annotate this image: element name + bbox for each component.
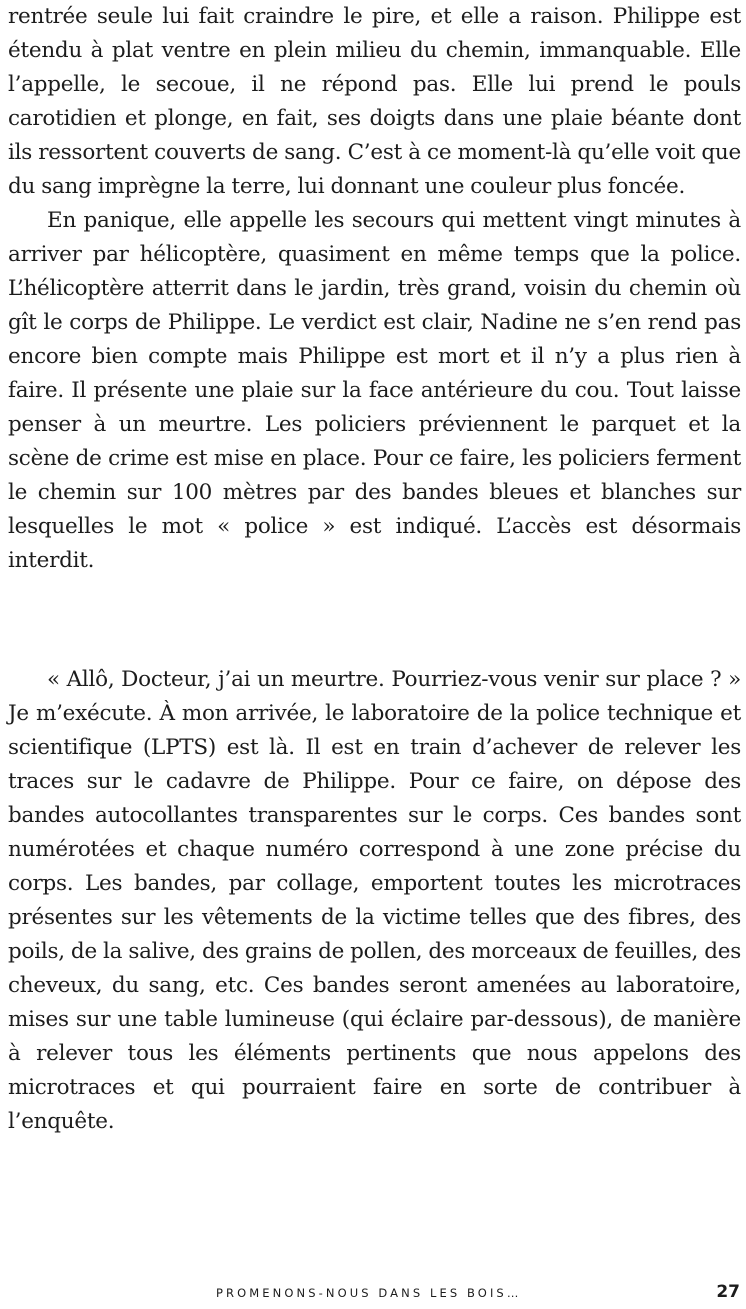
paragraph-dialogue: « Allô, Docteur, j’ai un meurtre. Pourriez-vous venir sur place ? » Je m’exécute. À mon arrivée, le laboratoire de la police technique et scientifique (LPTS) est là. Il est en train d’achever de relever les traces sur le cadavre de Philippe. Pour ce faire, on dépose des bandes autocollantes transparentes sur le corps. Ces bandes sont numérotées et chaque numéro correspond à une zone précise du corps. Les bandes, par collage, emportent toutes les microtraces présentes sur les vêtements de la victime telles que des fibres, des poils, de la salive, des grains de pollen, des morceaux de feuilles, des cheveux, du sang, etc. Ces bandes seront amenées au laboratoire, mises sur une table lumineuse (qui éclaire par-dessous), de manière à relever tous les éléments pertinents que nous appelons des microtraces et qui pourraient faire en sorte de contribuer à l’enquête. <box>8 667 741 1134</box>
paragraph-continued: rentrée seule lui fait craindre le pire, et elle a raison. Philippe est étendu à plat ventre en plein milieu du chemin, immanquable. Elle l’appelle, le secoue, il ne répond pas. Elle lui prend le pouls carotidien et plonge, en fait, ses doigts dans une plaie béante dont ils ressortent couverts de sang. C’est à ce moment-là qu’elle voit que du sang imprègne la terre, lui donnant une couleur plus foncée. <box>8 4 741 199</box>
page-number: 27 <box>716 1282 740 1302</box>
paragraph-indented: En panique, elle appelle les secours qui mettent vingt minutes à arriver par hélicoptère, quasiment en même temps que la police. L’hélicoptère atterrit dans le jardin, très grand, voisin du chemin où gît le corps de Philippe. Le verdict est clair, Nadine ne s’en rend pas encore bien compte mais Philippe est mort et il n’y a plus rien à faire. Il présente une plaie sur la face antérieure du cou. Tout laisse penser à un meurtre. Les policiers préviennent le parquet et la scène de crime est mise en place. Pour ce faire, les policiers ferment le chemin sur 100 mètres par des bandes bleues et blanches sur lesquelles le mot « police » est indiqué. L’accès est désormais interdit. <box>8 208 741 573</box>
body-text-section-2 <box>8 663 741 1139</box>
page-footer <box>0 1282 746 1306</box>
running-title: PROMENONS-NOUS DANS LES BOIS… <box>216 1286 522 1300</box>
body-text-section-1 <box>8 0 741 578</box>
